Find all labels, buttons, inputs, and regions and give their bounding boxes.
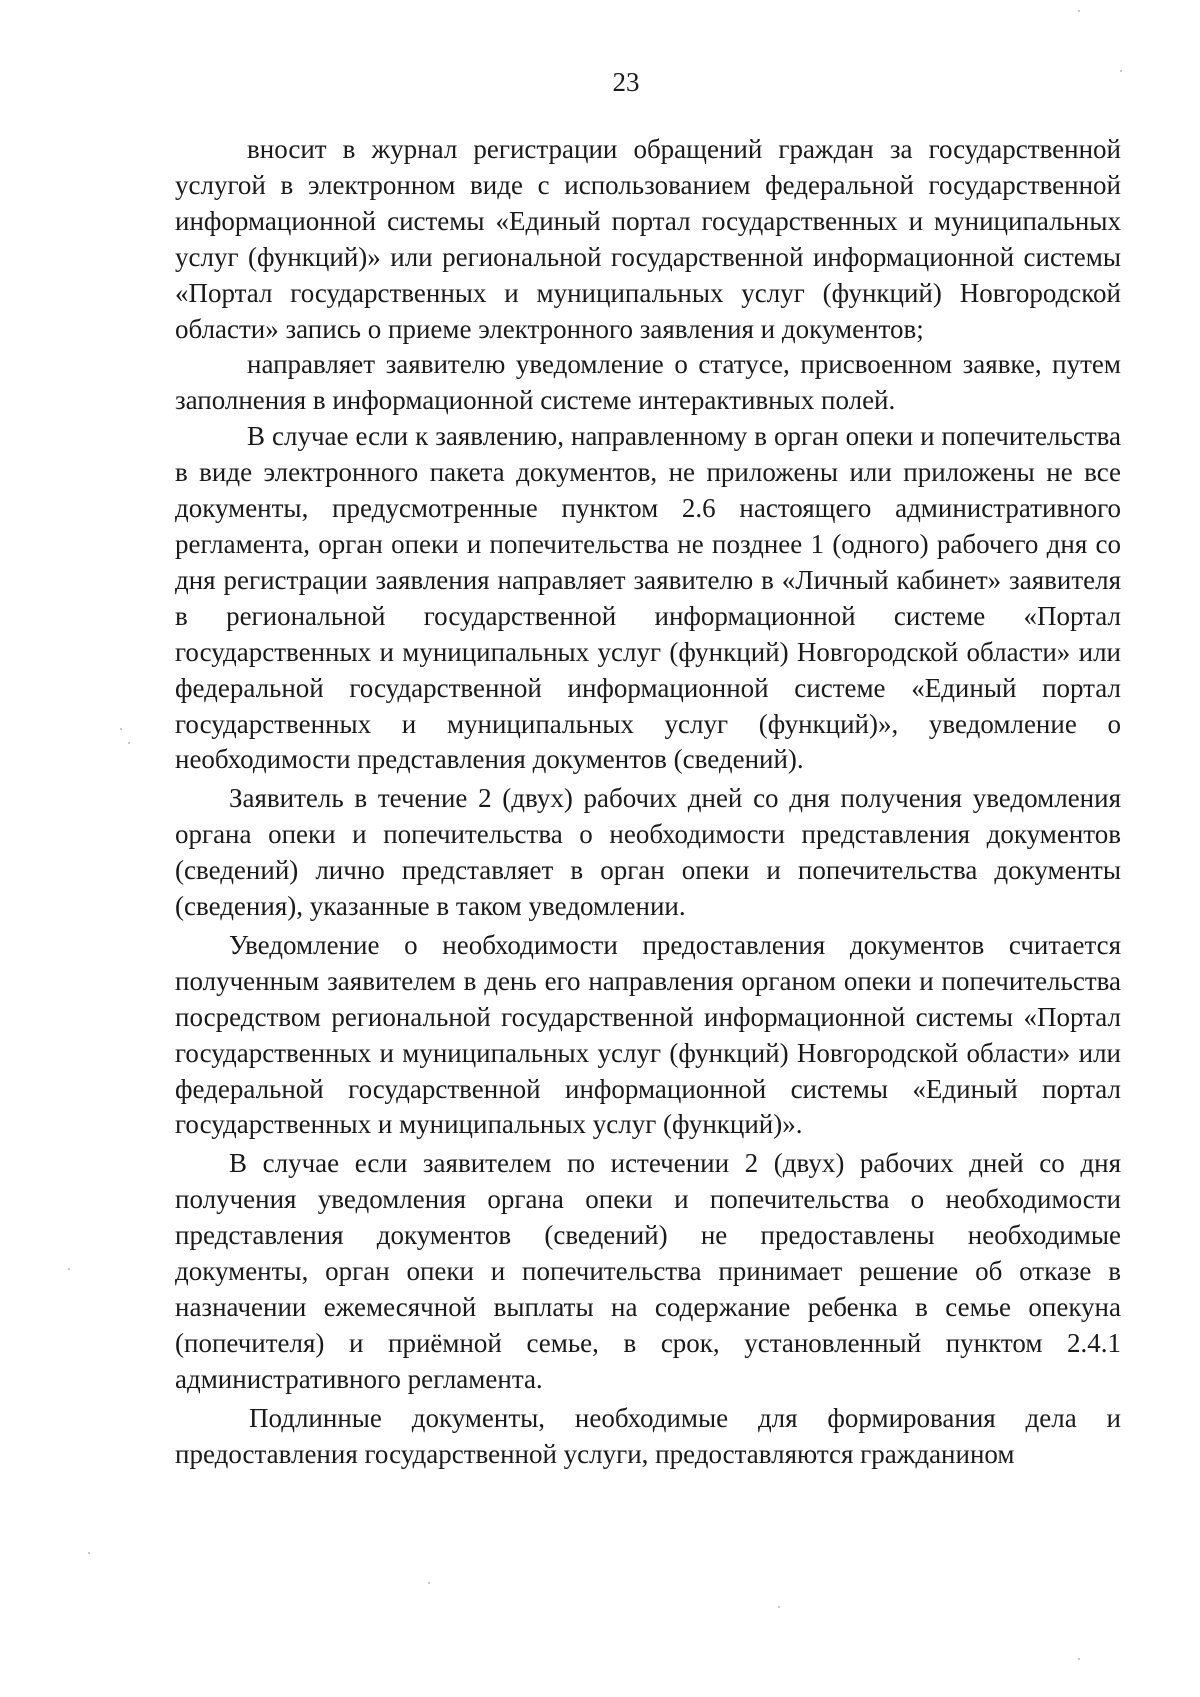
paragraph-applicant-deadline: Заявитель в течение 2 (двух) рабочих дней со дня получения уведомления органа опеки и попечительства о необходимости представления документов (сведений) лично представляет в орган опеки и попечительства документы (сведения), указанные в таком уведомлении. [175, 783, 1121, 922]
paragraph-refusal-decision: В случае если заявителем по истечении 2 (двух) рабочих дней со дня получения уведомления органа опеки и попечительства о необходимости представления документов (сведений) не предоставлены необходимые документы, орган опеки и попечительства принимает решение об отказе в назначении ежемесячной выплаты на содержание ребенка в семье опекуна (попечителя) и приёмной семье, в срок, установленный пунктом 2.4.1 административного регламента. [175, 1148, 1121, 1394]
body-text [175, 132, 1121, 1473]
paragraph-journal-entry: вносит в журнал регистрации обращений граждан за государственной услугой в электронном виде с использованием федеральной государственной информационной системы «Единый портал государственных и муниципальных услуг (функций)» или региональной государственной информационной системы «Портал государственных и муниципальных услуг (функций) Новгородской области» запись о приеме электронного заявления и документов; [175, 134, 1121, 344]
paragraph-notification-received: Уведомление о необходимости предоставления документов считается полученным заявителем в день его направления органом опеки и попечительства посредством региональной государственной информационной системы «Портал государственных и муниципальных услуг (функций) Новгородской области» или федеральной государственной информационной системы «Единый портал государственных и муниципальных услуг (функций)». [175, 929, 1121, 1140]
paragraph-original-documents: Подлинные документы, необходимые для формирования дела и предоставления государственной услуги, предоставляются гражданином [175, 1402, 1121, 1469]
paragraph-missing-documents: В случае если к заявлению, направленному в орган опеки и попечительства в виде электронного пакета документов, не приложены или приложены не все документы, предусмотренные пунктом 2.6 настоящего административного регламента, орган опеки и попечительства не позднее 1 (одного) рабочего дня со дня регистрации заявления направляет заявителю в «Личный кабинет» заявителя в региональной государственной информационной системе «Портал государственных и муниципальных услуг (функций) Новгородской области» или федеральной государственной информационной системе «Единый портал государственных и муниципальных услуг (функций)», уведомление о необходимости представления документов (сведений). [175, 421, 1121, 775]
page-number: 23 [612, 67, 640, 97]
paragraph-status-notification: направляет заявителю уведомление о статусе, присвоенном заявке, путем заполнения в информационной системе интерактивных полей. [175, 349, 1121, 416]
